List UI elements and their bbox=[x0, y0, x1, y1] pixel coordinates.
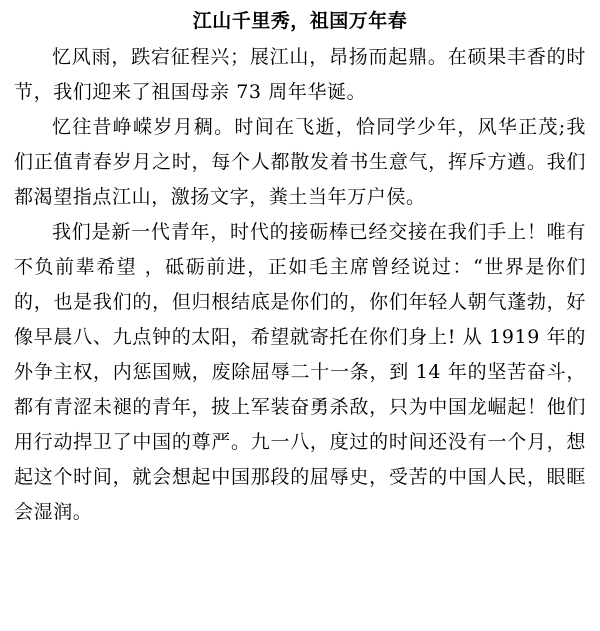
paragraph-2: 忆往昔峥嵘岁月稠。时间在飞逝，恰同学少年，风华正茂;我们正值青春岁月之时，每个人都散发着书生意气，挥斥方遒。我们都渴望指点江山，激扬文字，粪土当年万户侯。 bbox=[14, 116, 586, 208]
paragraph-1: 忆风雨，跌宕征程兴；展江山，昂扬而起鼎。在硕果丰香的时节，我们迎来了祖国母亲 73 周年华诞。 bbox=[14, 46, 586, 103]
document-title: 江山千里秀，祖国万年春 bbox=[192, 10, 408, 32]
paragraph-3: 我们是新一代青年，时代的接砺棒已经交接在我们手上！唯有不负前辈希望 ，砥砺前进，正如毛主席曾经说过：“世界是你们的，也是我们的，但归根结底是你们的，你们年轻人朝气蓬勃，好像早晨八、九点钟的太阳，希望就寄托在你们身上! 从 1919 年的外争主权，内惩国贼，废除屈辱二十一条，到 14 年的坚苦奋斗，都有青涩未褪的青年，披上军装奋勇杀敌，只为中国龙崛起！他们用行动捍卫了中国的尊严。九一八，度过的时间还没有一个月，想起这个时间，就会想起中国那段的屈辱史，受苦的中国人民，眼眶会湿润。 bbox=[14, 221, 586, 523]
